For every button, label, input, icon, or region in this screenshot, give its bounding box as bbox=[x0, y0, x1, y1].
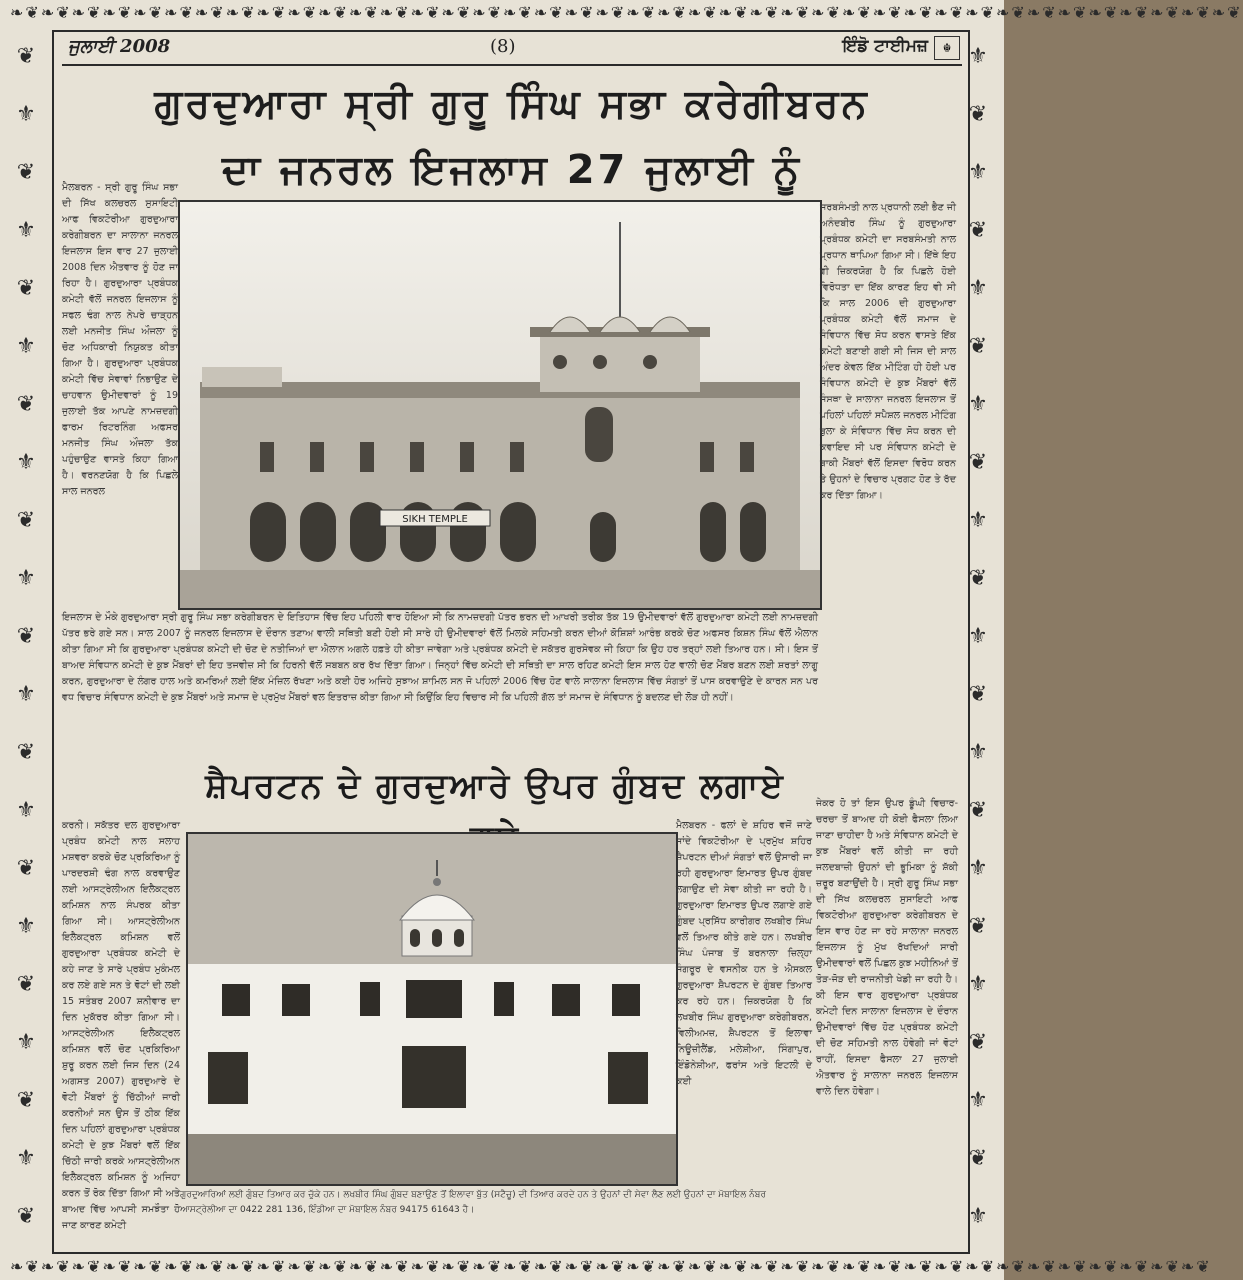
article2-right-column: ਜੇਕਰ ਹੋ ਤਾਂ ਇਸ ਉਪਰ ਡੂੰਘੀ ਵਿਚਾਰ-ਚਰਚਾ ਤੋਂ ਬਾਅਦ ਹੀ ਕੋਈ ਫੈਸਲਾ ਲਿਆ ਜਾਣਾ ਚਾਹੀਦਾ ਹੈ ਅਤੇ ਸੰਵਿਧਾਨ ਕਮੇਟੀ ਦੇ ਕੁਝ ਮੈਂਬਰਾਂ ਵਲੋਂ ਕੀਤੀ ਜਾ ਰਹੀ ਜਲਦਬਾਜ਼ੀ ਉਹਨਾਂ ਦੀ ਭੂਮਿਕਾ ਨੂੰ ਸ਼ੱਕੀ ਜ਼ਰੂਰ ਬਣਾਉਂਦੀ ਹੈ। ਸ੍ਰੀ ਗੁਰੂ ਸਿੰਘ ਸਭਾ ਦੀ ਸਿੱਖ ਕਲਚਰਲ ਸੁਸਾਇਟੀ ਆਫ ਵਿਕਟੋਰੀਆ ਗੁਰਦੁਆਰਾ ਕਰੇਗੀਬਰਨ ਦੇ ਇਸ ਵਾਰ ਹੋਣ ਜਾ ਰਹੇ ਸਾਲਾਨਾ ਜਨਰਲ ਇਜਲਾਸ ਨੂੰ ਮੁੱਖ ਰੱਖਦਿਆਂ ਸਾਰੀ ਉਮੀਦਵਾਰਾਂ ਵਲੋਂ ਪਿਛਲ ਕੁਝ ਮਹੀਨਿਆਂ ਤੋਂ ਤੋੜ-ਜੋੜ ਦੀ ਰਾਜਨੀਤੀ ਖੇਡੀ ਜਾ ਰਹੀ ਹੈ। ਕੀ ਇਸ ਵਾਰ ਗੁਰਦੁਆਰਾ ਪ੍ਰਬੰਧਕ ਕਮੇਟੀ ਦਿਨ ਸਾਲਾਨਾ ਇਜਲਾਸ ਦੇ ਦੌਰਾਨ ਉਮੀਦਵਾਰਾਂ ਵਿੱਚ ਹੋਣ ਪ੍ਰਬੰਧਕ ਕਮੇਟੀ ਦੀ ਚੋਣ ਸਹਿਮਤੀ ਨਾਲ ਹੋਵੇਗੀ ਜਾਂ ਵੋਟਾਂ ਰਾਹੀਂ, ਇਸਦਾ ਫੈਸਲਾ 27 ਜੁਲਾਈ ਐਤਵਾਰ ਨੂੰ ਸਾਲਾਨਾ ਜਨਰਲ ਇਜਲਾਸ ਵਾਲੇ ਦਿਨ ਹੋਵੇਗਾ। bbox=[816, 798, 958, 1097]
headline-line-2: ਦਾ ਜਨਰਲ ਇਜਲਾਸ 27 ਜੁਲਾਈ ਨੂੰ bbox=[222, 147, 802, 193]
issue-date: ਜੁਲਾਈ 2008 bbox=[68, 36, 171, 57]
article1-left-column: ਮੈਲਬਰਨ - ਸ੍ਰੀ ਗੁਰੂ ਸਿੰਘ ਸਭਾ ਦੀ ਸਿੱਖ ਕਲਚਰਲ ਸੁਸਾਇਟੀ ਆਫ ਵਿਕਟੋਰੀਆ ਗੁਰਦੁਆਰਾ ਕਰੇਗੀਬਰਨ ਦਾ ਸਾਲਾਨਾ ਜਨਰਲ ਇਜਲਾਸ ਇਸ ਵਾਰ 27 ਜੁਲਾਈ 2008 ਦਿਨ ਐਤਵਾਰ ਨੂੰ ਹੋਣ ਜਾ ਰਿਹਾ ਹੈ। ਗੁਰਦੁਆਰਾ ਪ੍ਰਬੰਧਕ ਕਮੇਟੀ ਵੱਲੋਂ ਜਨਰਲ ਇਜਲਾਸ ਨੂੰ ਸਫਲ ਢੰਗ ਨਾਲ ਨੇਪਰੇ ਚਾੜ੍ਹਨ ਲਈ ਮਨਜੀਤ ਸਿੰਘ ਔਜਲਾ ਨੂੰ ਚੋਣ ਅਧਿਕਾਰੀ ਨਿਯੁਕਤ ਕੀਤਾ ਗਿਆ ਹੈ। ਗੁਰਦੁਆਰਾ ਪ੍ਰਬੰਧਕ ਕਮੇਟੀ ਵਿੱਚ ਸੇਵਾਵਾਂ ਨਿਭਾਉਣ ਦੇ ਚਾਹਵਾਨ ਉਮੀਦਵਾਰਾਂ ਨੂੰ 19 ਜੁਲਾਈ ਤੱਕ ਆਪਣੇ ਨਾਮਜ਼ਦਗੀ ਫਾਰਮ ਰਿਟਰਨਿੰਗ ਅਫਸਰ ਮਨਜੀਤ ਸਿੰਘ ਔਜਲਾ ਤੱਕ ਪਹੁੰਚਾਉਣ ਵਾਸਤੇ ਕਿਹਾ ਗਿਆ ਹੈ। ਵਰਨਣਯੋਗ ਹੈ ਕਿ ਪਿਛਲੇ ਸਾਲ ਜਨਰਲ bbox=[62, 182, 178, 497]
article2-left-column: ਕਰਨੀ। ਸਕੱਤਰ ਦਲ ਗੁਰਦੁਆਰਾ ਪ੍ਰਬੰਧ ਕਮੇਟੀ ਨਾਲ ਸਲਾਹ ਮਸ਼ਵਰਾ ਕਰਕੇ ਚੋਣ ਪ੍ਰਕਿਰਿਆ ਨੂੰ ਪਾਰਦਰਸ਼ੀ ਢੰਗ ਨਾਲ ਕਰਵਾਉਣ ਲਈ ਆਸਟ੍ਰੇਲੀਅਨ ਇਲੈਕਟ੍ਰਲ ਕਮਿਸ਼ਨ ਨਾਲ ਸੰਪਰਕ ਕੀਤਾ ਗਿਆ ਸੀ। ਆਸਟ੍ਰੇਲੀਅਨ ਇਲੈਕਟ੍ਰਲ ਕਮਿਸ਼ਨ ਵਲੋਂ ਗੁਰਦੁਆਰਾ ਪ੍ਰਬੰਧਕ ਕਮੇਟੀ ਦੇ ਕਹੇ ਜਾਣ ਤੇ ਸਾਰੇ ਪ੍ਰਬੰਧ ਮੁਕੰਮਲ ਕਰ ਲਏ ਗਏ ਸਨ ਤੇ ਵੋਟਾਂ ਦੀ ਲਈ 15 ਸਤੰਬਰ 2007 ਸ਼ਨੀਵਾਰ ਦਾ ਦਿਨ ਮੁਕੱਰਰ ਕੀਤਾ ਗਿਆ ਸੀ। ਆਸਟ੍ਰੇਲੀਅਨ ਇਲੈਕਟ੍ਰਲ ਕਮਿਸ਼ਨ ਵਲੋਂ ਚੋਣ ਪ੍ਰਕਿਰਿਆ ਸ਼ੁਰੂ ਕਰਨ ਲਈ ਜਿਸ ਦਿਨ (24 ਅਗਸਤ 2007) ਗੁਰਦੁਆਰੇ ਦੇ ਵੋਟੀ ਮੈਂਬਰਾਂ ਨੂੰ ਚਿੱਠੀਆਂ ਜਾਰੀ ਕਰਨੀਆਂ ਸਨ ਉਸ ਤੋਂ ਠੀਕ ਇੱਕ ਦਿਨ ਪਹਿਲਾਂ ਗੁਰਦੁਆਰਾ ਪ੍ਰਬੰਧਕ ਕਮੇਟੀ ਦੇ ਕੁਝ ਮੈਂਬਰਾਂ ਵਲੋਂ ਇੱਕ ਚਿੱਠੀ ਜਾਰੀ ਕਰਕੇ ਆਸਟ੍ਰੇਲੀਅਨ ਇਲੈਕਟ੍ਰਲ ਕਮਿਸ਼ਨ ਨੂੰ ਅਜਿਹਾ ਕਰਨ ਤੋਂ ਰੋਕ ਦਿੱਤਾ ਗਿਆ ਸੀ ਅਤੇ ਬਾਅਦ ਵਿੱਚ ਆਪਸੀ ਸਮਝੌਤਾ ਹੋ ਜਾਣ ਕਾਰਣ ਕਮੇਟੀ bbox=[62, 820, 180, 1231]
article2-middle-column: ਮੈਲਬਰਨ - ਫਲਾਂ ਦੇ ਸ਼ਹਿਰ ਵਜੋਂ ਜਾਣੇ ਜਾਂਦੇ ਵਿਕਟੋਰੀਆ ਦੇ ਪ੍ਰਮੁੱਖ ਸ਼ਹਿਰ ਸ਼ੈਪਰਟਨ ਦੀਆਂ ਸੰਗਤਾਂ ਵਲੋਂ ਉਸਾਰੀ ਜਾ ਰਹੀ ਗੁਰਦੁਆਰਾ ਇਮਾਰਤ ਉਪਰ ਗੁੰਬਦ ਲਗਾਉਣ ਦੀ ਸੇਵਾ ਕੀਤੀ ਜਾ ਰਹੀ ਹੈ। ਗੁਰਦੁਆਰਾ ਇਮਾਰਤ ਉਪਰ ਲਗਾਏ ਗਏ ਗੁੰਬਦ ਪ੍ਰਸਿੱਧ ਕਾਰੀਗਰ ਲਖਬੀਰ ਸਿੰਘ ਵਲੋਂ ਤਿਆਰ ਕੀਤੇ ਗਏ ਹਨ। ਲਖਬੀਰ ਸਿੰਘ ਪੰਜਾਬ ਤੋਂ ਬਰਨਾਲਾ ਜ਼ਿਲ੍ਹਾ ਸੰਗਰੂਰ ਦੇ ਵਸਨੀਕ ਹਨ ਤੇ ਐਸਕਲ ਗੁਰਦੁਆਰਾ ਸ਼ੈਪਰਟਨ ਦੇ ਗੁੰਬਦ ਤਿਆਰ ਕਰ ਰਹੇ ਹਨ। ਜ਼ਿਕਰਯੋਗ ਹੈ ਕਿ ਲਖਬੀਰ ਸਿੰਘ ਗੁਰਦੁਆਰਾ ਕਰੇਗੀਬਰਨ, ਵਿਲੀਅਮਜ਼, ਸ਼ੈਪਰਟਨ ਤੋਂ ਇਲਾਵਾ ਨਿਊਜ਼ੀਲੈਂਡ, ਮਲੇਸ਼ੀਆ, ਸਿੰਗਾਪੁਰ, ਇੰਡੋਨੇਸ਼ੀਆ, ਫਰਾਂਸ ਅਤੇ ਇਟਲੀ ਦੇ ਕਈ bbox=[676, 820, 812, 1087]
building-photo-graphic bbox=[180, 202, 820, 608]
shepparton-gurdwara-photo bbox=[186, 832, 678, 1186]
temple-sign-text: SIKH TEMPLE bbox=[402, 514, 468, 525]
newspaper-name: ਇੰਡੋ ਟਾਈਮਜ਼ bbox=[842, 36, 928, 56]
decorative-border-left: ❦ ⚜ ❦ ⚜ ❦ ⚜ ❦ ⚜ ❦ ⚜ ❦ ⚜ ❦ ⚜ ❦ ⚜ ❦ ⚜ ❦ ⚜ ❦ bbox=[16, 44, 36, 1229]
gurdwara-craigieburn-photo bbox=[178, 200, 822, 610]
decorative-border-top: ❧❦❧❦❧❦❧❦❧❦❧❦❧❦❧❦❧❦❧❦❧❦❧❦❧❦❧❦❧❦❧❦❧❦❧❦❧❦❧❦❧❦❧❦❧❦❧❦❧❦❧❦❧❦❧❦❧❦❧❦❧❦❧❦❧❦❧❦❧❦❧❦❧❦❧❦❧❦❧❦ bbox=[10, 3, 1243, 22]
photo-caption: ਗੁਰਦੁਆਰਿਆਂ ਲਈ ਗੁੰਬਦ ਤਿਆਰ ਕਰ ਚੁੱਕੇ ਹਨ। ਲਖਬੀਰ ਸਿੰਘ ਗੁੰਬਦ ਬਣਾਉਣ ਤੋਂ ਇਲਾਵਾ ਬੁੱਤ (ਸਟੈਚੂ) ਦੀ ਤਿਆਰ ਕਰਦੇ ਹਨ ਤੇ ਉਹਨਾਂ ਦੀ ਸੇਵਾ ਲੈਣ ਲਈ ਉਹਨਾਂ ਦਾ ਮੋਬਾਇਲ ਨੰਬਰ ਆਸਟ੍ਰੇਲੀਆ ਦਾ 0422 281 136, ਇੰਡੀਆ ਦਾ ਮੋਬਾਇਲ ਨੰਬਰ 94175 61643 ਹੈ। bbox=[180, 1190, 766, 1215]
khanda-logo-icon: ☬ bbox=[934, 36, 960, 60]
article1-right-column: ਸਰਬਸੰਮਤੀ ਨਾਲ ਪ੍ਰਧਾਨੀ ਲਈ ਭੈਣ ਜੀ ਅਨੰਦਬੀਰ ਸਿੰਘ ਨੂੰ ਗੁਰਦੁਆਰਾ ਪ੍ਰਬੰਧਕ ਕਮੇਟੀ ਦਾ ਸਰਬਸੰਮਤੀ ਨਾਲ ਪ੍ਰਧਾਨ ਥਾਪਿਆ ਗਿਆ ਸੀ। ਇੱਥੇ ਇਹ ਵੀ ਜ਼ਿਕਰਯੋਗ ਹੈ ਕਿ ਪਿਛਲੇ ਹੋਈ ਵਿਰੋਧਤਾ ਦਾ ਇੱਕ ਕਾਰਣ ਇਹ ਵੀ ਸੀ ਕਿ ਸਾਲ 2006 ਦੀ ਗੁਰਦੁਆਰਾ ਪ੍ਰਬੰਧਕ ਕਮੇਟੀ ਵੱਲੋਂ ਸਮਾਜ ਦੇ ਸੰਵਿਧਾਨ ਵਿੱਚ ਸੋਧ ਕਰਨ ਵਾਸਤੇ ਇੱਕ ਕਮੇਟੀ ਬਣਾਈ ਗਈ ਸੀ ਜਿਸ ਦੀ ਸਾਲ ਅੰਦਰ ਕੇਵਲ ਇੱਕ ਮੀਟਿੰਗ ਹੀ ਹੋਈ ਪਰ ਸੰਵਿਧਾਨ ਕਮੇਟੀ ਦੇ ਕੁਝ ਮੈਂਬਰਾਂ ਵੱਲੋਂ ਸੰਸਥਾ ਦੇ ਸਾਲਾਨਾ ਜਨਰਲ ਇਜਲਾਸ ਤੋਂ ਪਹਿਲਾਂ ਪਹਿਲਾਂ ਸਪੈਸ਼ਲ ਜਨਰਲ ਮੀਟਿੰਗ ਬੁਲਾ ਕੇ ਸੰਵਿਧਾਨ ਵਿੱਚ ਸੋਧ ਕਰਨ ਦੀ ਕਵਾਇਦ ਸੀ ਪਰ ਸੰਵਿਧਾਨ ਕਮੇਟੀ ਦੇ ਬਾਕੀ ਮੈਂਬਰਾਂ ਵੱਲੋਂ ਇਸਦਾ ਵਿਰੋਧ ਕਰਨ ਤੇ ਉਹਨਾਂ ਦੇ ਵਿਚਾਰ ਪ੍ਰਗਟ ਹੋਣ ਤੇ ਰੱਦ ਕਰ ਦਿੱਤਾ ਗਿਆ। bbox=[820, 202, 956, 501]
header-rule bbox=[62, 64, 962, 66]
page-header bbox=[62, 36, 962, 62]
page-number: (8) bbox=[490, 36, 516, 57]
decorative-border-right: ⚜ ❦ ⚜ ❦ ⚜ ❦ ⚜ ❦ ⚜ ❦ ⚜ ❦ ⚜ ❦ ⚜ ❦ ⚜ ❦ ⚜ ❦ ⚜ bbox=[968, 44, 988, 1229]
decorative-border-bottom: ❧❦❧❦❧❦❧❦❧❦❧❦❧❦❧❦❧❦❧❦❧❦❧❦❧❦❧❦❧❦❧❦❧❦❧❦❧❦❧❦❧❦❧❦❧❦❧❦❧❦❧❦❧❦❧❦❧❦❧❦❧❦❧❦❧❦❧❦❧❦❧❦❧❦❧❦❧❦ bbox=[10, 1257, 1212, 1276]
main-headline bbox=[62, 76, 962, 198]
article2-headline: ਸ਼ੈਪਰਟਨ ਦੇ ਗੁਰਦੁਆਰੇ ਉਪਰ ਗੁੰਬਦ ਲਗਾਏ bbox=[205, 766, 785, 806]
headline-line-1: ਗੁਰਦੁਆਰਾ ਸ੍ਰੀ ਗੁਰੂ ਸਿੰਘ ਸਭਾ ਕਰੇਗੀਬਰਨ bbox=[154, 81, 870, 127]
article1-wide-text: ਇਜਲਾਸ ਦੇ ਮੌਕੇ ਗੁਰਦੁਆਰਾ ਸ੍ਰੀ ਗੁਰੂ ਸਿੰਘ ਸਭਾ ਕਰੇਗੀਬਰਨ ਦੇ ਇਤਿਹਾਸ ਵਿੱਚ ਇਹ ਪਹਿਲੀ ਵਾਰ ਹੋਇਆ ਸੀ ਕਿ ਨਾਮਜ਼ਦਗੀ ਪੱਤਰ ਭਰਨ ਦੀ ਆਖਰੀ ਤਰੀਕ ਤੱਕ 19 ਉਮੀਦਵਾਰਾਂ ਵੱਲੋਂ ਗੁਰਦੁਆਰਾ ਕਮੇਟੀ ਲਈ ਨਾਮਜ਼ਦਗੀ ਪੱਤਰ ਭਰੇ ਗਏ ਸਨ। ਸਾਲ 2007 ਨੂੰ ਜਨਰਲ ਇਜਲਾਸ ਦੇ ਦੌਰਾਨ ਤਣਾਅ ਵਾਲੀ ਸਥਿਤੀ ਬਣੀ ਹੋਈ ਸੀ ਸਾਰੇ ਹੀ ਉਮੀਦਵਾਰਾਂ ਵੱਲੋਂ ਮਿਲਕੇ ਸਹਿਮਤੀ ਕਰਨ ਦੀਆਂ ਕੋਸ਼ਿਸ਼ਾਂ ਆਰੰਭ ਕਰਕੇ ਚੋਣ ਅਫਸਰ ਕਿਸ਼ਨ ਸਿੰਘ ਵੱਲੋਂ ਐਲਾਨ ਕੀਤਾ ਗਿਆ ਸੀ ਕਿ ਗੁਰਦੁਆਰਾ ਪ੍ਰਬੰਧਕ ਕਮੇਟੀ ਦੀ ਚੋਣ ਦੇ ਨਤੀਜਿਆਂ ਦਾ ਐਲਾਨ ਅਗਲੇ ਹਫ਼ਤੇ ਹੀ ਕੀਤਾ ਜਾਵੇਗਾ ਅਤੇ ਪ੍ਰਬੰਧਕ ਕਮੇਟੀ ਦੇ ਸਕੱਤਰ ਗੁਰਸੇਵਕ ਜੀ ਕਿਹਾ ਕਿ ਉਹ ਹਰ ਤਰ੍ਹਾਂ ਲਈ ਤਿਆਰ ਹਨ। ਸੀ। ਇਸ ਤੋਂ ਬਾਅਦ ਸੰਵਿਧਾਨ ਕਮੇਟੀ ਦੇ ਕੁਝ ਮੈਂਬਰਾਂ ਦੀ ਇਹ ਤਜਵੀਜ਼ ਸੀ ਕਿ ਹਿਰਨੀ ਵੱਲੋਂ ਸਬਬਨ ਕਰ ਰੱਖ ਦਿੱਤਾ ਗਿਆ। ਜਿਨ੍ਹਾਂ ਵਿੱਚ ਕਮੇਟੀ ਦੀ ਸਥਿਤੀ ਦਾ ਸਾਲ ਰਹਿਣ ਕਮੇਟੀ ਇਸ ਸਾਲ ਹੋਣ ਵਾਲੀ ਚੋਣ ਮੈਂਬਰ ਬਣਨ ਲਈ ਸ਼ਰਤਾਂ ਲਾਗੂ ਕਰਨ, ਗੁਰਦੁਆਰਾ ਦੇ ਲੰਗਰ ਹਾਲ ਅਤੇ ਕਮਰਿਆਂ ਲਈ ਇੱਕ ਮੰਜ਼ਿਲ ਰੱਖਣਾ ਅਤੇ ਕਈ ਹੋਰ ਅਜਿਹੇ ਸੁਝਾਅ ਸ਼ਾਮਿਲ ਸਨ ਜੋ ਪਹਿਲਾਂ 2006 ਵਿੱਚ ਹੋਣ ਵਾਲੇ ਸਾਲਾਨਾ ਇਜਲਾਸ ਵਿੱਚ ਸੰਗਤਾਂ ਤੋਂ ਪਾਸ ਕਰਵਾਉਣੇ ਦੇ ਕਾਰਨ ਸਨ ਪਰ ਵਧ ਵਿਚਾਰ ਸੰਵਿਧਾਨ ਕਮੇਟੀ ਦੇ ਕੁਝ ਮੈਂਬਰਾਂ ਅਤੇ ਸਮਾਜ ਦੇ ਪ੍ਰਮੁੱਖ ਮੈਂਬਰਾਂ ਵਲ ਇਤਰਾਜ਼ ਕੀਤਾ ਗਿਆ ਸੀ ਕਿਉਂਕਿ ਇਹ ਵਿਚਾਰ ਸੀ ਕਿ ਪਹਿਲੀ ਗੱਲ ਤਾਂ ਸਮਾਜ ਦੇ ਸੰਵਿਧਾਨ ਨੂੰ ਬਦਲਣ ਦੀ ਲੋੜ ਹੀ ਨਹੀਂ। bbox=[62, 612, 818, 703]
dome-photo-graphic bbox=[188, 834, 676, 1184]
